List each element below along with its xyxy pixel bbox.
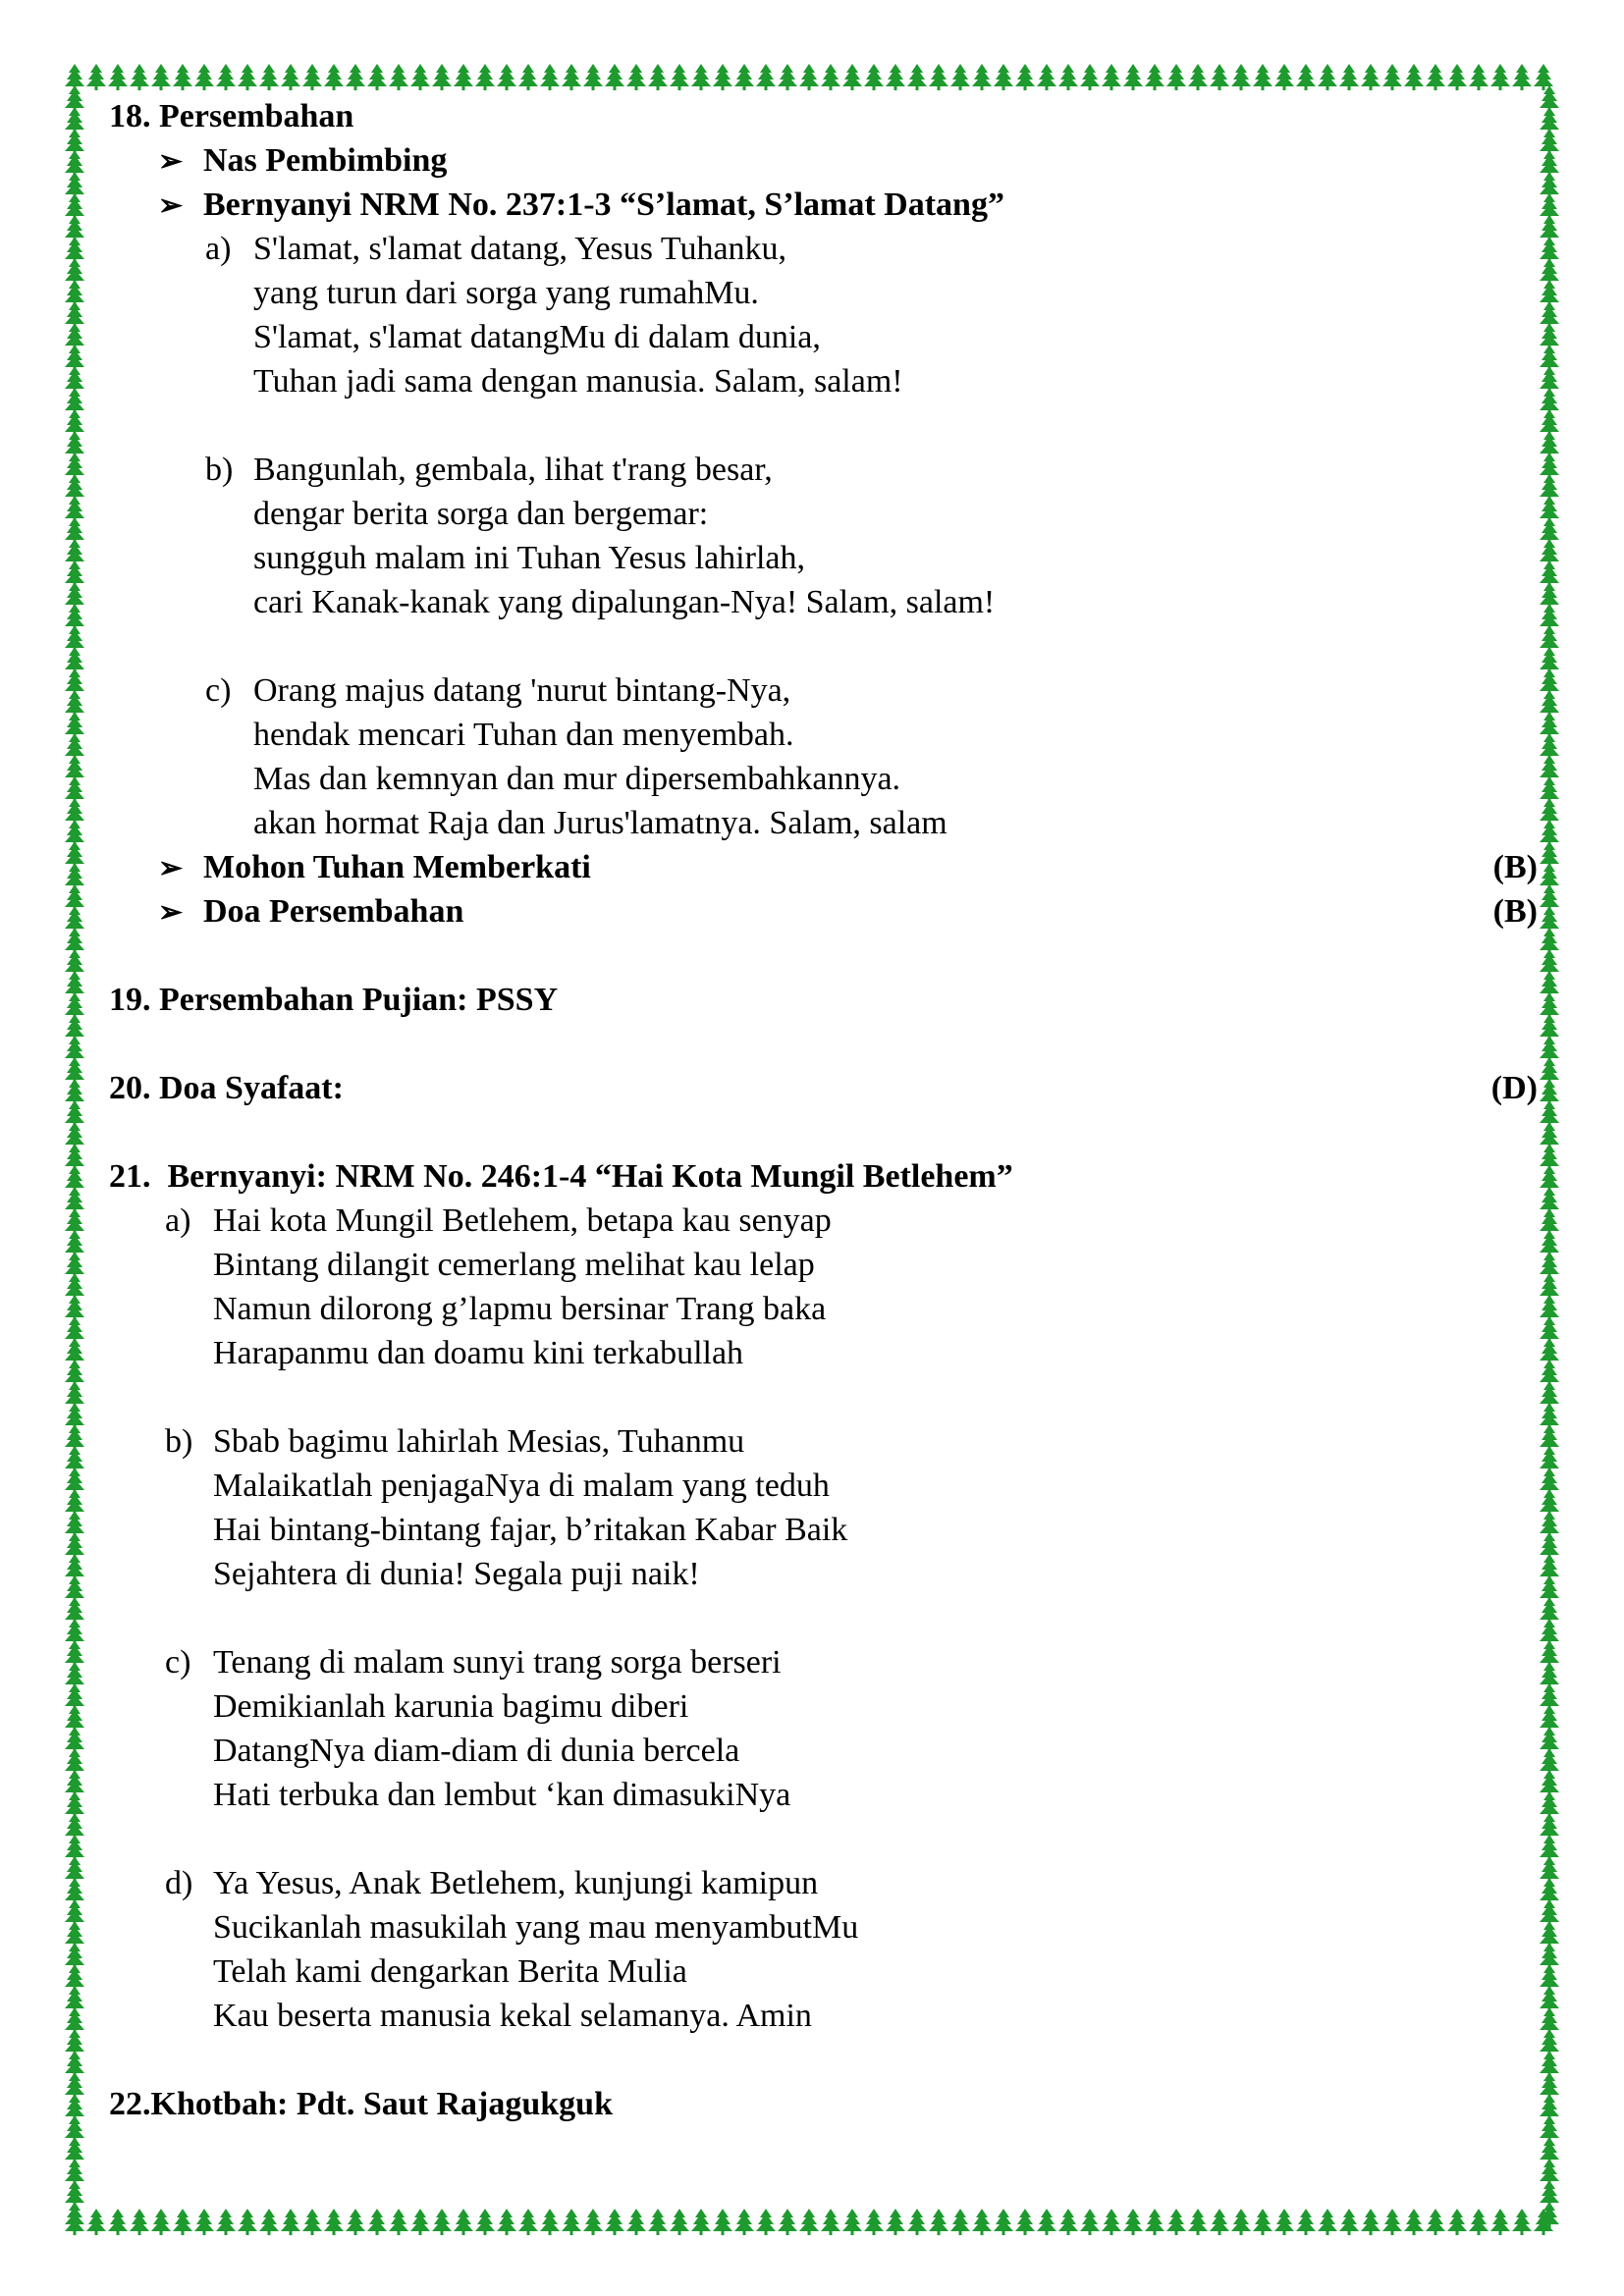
verse-line: Namun dilorong g’lapmu bersinar Trang baka bbox=[213, 1291, 827, 1327]
verse-line: b) Sbab bagimu lahirlah Mesias, Tuhanmu bbox=[165, 1423, 745, 1460]
tree-icon bbox=[1296, 64, 1316, 90]
tree-icon bbox=[259, 64, 279, 90]
tree-icon bbox=[864, 64, 884, 90]
tree-icon bbox=[821, 2209, 840, 2235]
verse-line: Malaikatlah penjagaNya di malam yang teduh bbox=[213, 1468, 830, 1504]
tree-icon bbox=[1123, 64, 1143, 90]
tree-icon bbox=[929, 64, 948, 90]
tree-icon bbox=[86, 2209, 106, 2235]
tree-icon bbox=[497, 2209, 516, 2235]
section-22-heading: 22.Khotbah: Pdt. Saut Rajagukguk bbox=[109, 2086, 613, 2122]
bullet-bernyanyi-237: ➢ Bernyanyi NRM No. 237:1-3 “S’lamat, S’lamat Datang” bbox=[109, 183, 1538, 227]
tree-icon bbox=[1447, 64, 1467, 90]
tree-icon bbox=[108, 2209, 128, 2235]
tree-icon bbox=[842, 64, 862, 90]
tree-icon bbox=[626, 2209, 646, 2235]
verse-line: Mas dan kemnyan dan mur dipersembahkannya. bbox=[253, 761, 901, 797]
verse-line: c) Orang majus datang 'nurut bintang-Nya, bbox=[205, 672, 791, 709]
tree-icon bbox=[864, 2209, 884, 2235]
tree-icon bbox=[1080, 2209, 1100, 2235]
tree-icon bbox=[691, 2209, 711, 2235]
verse-line: a) S'lamat, s'lamat datang, Yesus Tuhanku, bbox=[205, 231, 787, 267]
bullet-nas-pembimbing: ➢ Nas Pembimbing bbox=[109, 138, 1538, 183]
tree-icon bbox=[497, 64, 516, 90]
tree-icon bbox=[1382, 64, 1402, 90]
tree-icon bbox=[475, 2209, 495, 2235]
tree-icon bbox=[994, 2209, 1013, 2235]
tree-icon bbox=[1102, 2209, 1121, 2235]
section-18-heading bbox=[109, 94, 1538, 138]
tree-icon bbox=[1274, 2209, 1294, 2235]
tree-icon bbox=[65, 2202, 84, 2228]
tree-icon bbox=[1512, 64, 1532, 90]
tree-icon bbox=[173, 64, 192, 90]
tree-icon bbox=[605, 2209, 624, 2235]
tree-icon bbox=[886, 64, 905, 90]
verse-line: Demikianlah karunia bagimu diberi bbox=[213, 1688, 689, 1725]
tree-icon bbox=[1058, 2209, 1078, 2235]
tree-icon bbox=[367, 64, 387, 90]
tree-icon bbox=[670, 64, 689, 90]
tree-icon bbox=[1058, 64, 1078, 90]
arrow-bullet-icon: ➢ bbox=[158, 145, 184, 178]
tree-icon bbox=[1253, 2209, 1272, 2235]
tree-icon bbox=[1015, 64, 1035, 90]
tree-icon bbox=[1231, 64, 1251, 90]
tree-icon bbox=[151, 64, 171, 90]
tree-icon bbox=[151, 2209, 171, 2235]
tree-icon bbox=[1426, 64, 1445, 90]
tree-icon bbox=[670, 2209, 689, 2235]
verse-line: Hai bintang-bintang fajar, b’ritakan Kabar Baik bbox=[213, 1512, 848, 1548]
tree-icon bbox=[734, 64, 754, 90]
tree-icon bbox=[130, 2209, 149, 2235]
tree-icon bbox=[1318, 64, 1337, 90]
tree-icon bbox=[367, 2209, 387, 2235]
section-21-heading: 21. Bernyanyi: NRM No. 246:1-4 “Hai Kota Mungil Betlehem” bbox=[109, 1158, 1013, 1195]
tree-icon bbox=[1361, 64, 1380, 90]
tree-icon bbox=[648, 2209, 668, 2235]
tree-icon bbox=[86, 64, 106, 90]
verse-line: yang turun dari sorga yang rumahMu. bbox=[253, 275, 759, 311]
tree-icon bbox=[108, 64, 128, 90]
tree-icon bbox=[238, 2209, 257, 2235]
tree-icon bbox=[216, 2209, 236, 2235]
tree-icon bbox=[583, 2209, 603, 2235]
arrow-bullet-icon: ➢ bbox=[158, 189, 184, 222]
tree-icon bbox=[1361, 2209, 1380, 2235]
tree-icon bbox=[1447, 2209, 1467, 2235]
tree-icon bbox=[194, 2209, 214, 2235]
verse-line: sungguh malam ini Tuhan Yesus lahirlah, bbox=[253, 540, 805, 576]
tree-icon bbox=[1123, 2209, 1143, 2235]
tree-icon bbox=[1188, 64, 1208, 90]
tree-icon bbox=[950, 2209, 970, 2235]
tree-icon bbox=[1339, 64, 1359, 90]
tree-icon bbox=[1382, 2209, 1402, 2235]
tree-icon bbox=[1296, 2209, 1316, 2235]
tree-icon bbox=[626, 64, 646, 90]
tree-icon bbox=[1469, 2209, 1489, 2235]
tree-icon bbox=[756, 2209, 776, 2235]
verse-line: b) Bangunlah, gembala, lihat t'rang besar, bbox=[205, 452, 773, 488]
tree-icon bbox=[410, 2209, 430, 2235]
tree-icon bbox=[324, 2209, 344, 2235]
tree-icon bbox=[389, 64, 408, 90]
tree-icon bbox=[1469, 64, 1489, 90]
verse-line: S'lamat, s'lamat datangMu di dalam dunia, bbox=[253, 319, 821, 355]
tree-icon bbox=[238, 64, 257, 90]
verse-line: cari Kanak-kanak yang dipalungan-Nya! Salam, salam! bbox=[253, 584, 996, 620]
verse-line: c) Tenang di malam sunyi trang sorga berseri bbox=[165, 1644, 782, 1681]
verse-line: Telah kami dengarkan Berita Mulia bbox=[213, 1953, 687, 1990]
tree-icon bbox=[583, 64, 603, 90]
tree-icon bbox=[778, 64, 797, 90]
tree-icon bbox=[972, 64, 992, 90]
tree-icon bbox=[929, 2209, 948, 2235]
role-mark: (D) bbox=[1490, 1070, 1538, 1106]
tree-icon bbox=[1490, 2209, 1510, 2235]
tree-icon bbox=[691, 64, 711, 90]
verse-line: hendak mencari Tuhan dan menyembah. bbox=[253, 717, 794, 753]
tree-icon bbox=[1102, 64, 1121, 90]
section-18-title: 18. Persembahan bbox=[109, 98, 354, 134]
tree-icon bbox=[1253, 64, 1272, 90]
verse-line: Kau beserta manusia kekal selamanya. Amin bbox=[213, 1998, 812, 2034]
arrow-bullet-icon: ➢ bbox=[158, 896, 184, 929]
tree-icon bbox=[1318, 2209, 1337, 2235]
verse-line: Tuhan jadi sama dengan manusia. Salam, salam! bbox=[253, 363, 903, 400]
verse-line: DatangNya diam-diam di dunia bercela bbox=[213, 1733, 740, 1769]
tree-icon bbox=[432, 2209, 452, 2235]
tree-icon bbox=[410, 64, 430, 90]
order-of-service bbox=[109, 94, 1538, 2126]
tree-icon bbox=[950, 64, 970, 90]
tree-icon bbox=[1166, 64, 1186, 90]
tree-icon bbox=[778, 2209, 797, 2235]
section-19-heading: 19. Persembahan Pujian: PSSY bbox=[109, 982, 559, 1018]
tree-icon bbox=[389, 2209, 408, 2235]
tree-icon bbox=[1210, 2209, 1229, 2235]
tree-icon bbox=[1166, 2209, 1186, 2235]
tree-icon bbox=[346, 64, 365, 90]
tree-icon bbox=[540, 2209, 560, 2235]
arrow-bullet-icon: ➢ bbox=[158, 852, 184, 884]
tree-icon bbox=[1426, 2209, 1445, 2235]
tree-icon bbox=[907, 2209, 927, 2235]
tree-icon bbox=[1037, 2209, 1056, 2235]
tree-icon bbox=[1534, 64, 1553, 90]
verse-line: d) Ya Yesus, Anak Betlehem, kunjungi kamipun bbox=[165, 1865, 819, 1901]
tree-icon bbox=[216, 64, 236, 90]
role-mark: (B) bbox=[1492, 849, 1538, 885]
tree-icon bbox=[130, 64, 149, 90]
tree-icon bbox=[173, 2209, 192, 2235]
tree-icon bbox=[713, 64, 732, 90]
tree-icon bbox=[518, 64, 538, 90]
tree-icon bbox=[734, 2209, 754, 2235]
tree-icon bbox=[281, 2209, 300, 2235]
verse-line: Sucikanlah masukilah yang mau menyambutMu bbox=[213, 1909, 859, 1946]
tree-icon bbox=[1274, 64, 1294, 90]
tree-icon bbox=[194, 64, 214, 90]
tree-icon bbox=[1210, 64, 1229, 90]
tree-icon bbox=[1015, 2209, 1035, 2235]
tree-icon bbox=[1037, 64, 1056, 90]
tree-icon bbox=[518, 2209, 538, 2235]
tree-icon bbox=[907, 64, 927, 90]
tree-icon bbox=[302, 2209, 322, 2235]
tree-icon bbox=[799, 64, 819, 90]
verse-line: Sejahtera di dunia! Segala puji naik! bbox=[213, 1556, 700, 1592]
tree-icon bbox=[648, 64, 668, 90]
tree-icon bbox=[994, 64, 1013, 90]
bullet-mohon-tuhan-memberkati: ➢ Mohon Tuhan Memberkati (B) bbox=[109, 845, 1538, 889]
verse-line: dengar berita sorga dan bergemar: bbox=[253, 496, 709, 532]
tree-icon bbox=[259, 2209, 279, 2235]
tree-icon bbox=[562, 64, 581, 90]
tree-icon bbox=[972, 2209, 992, 2235]
tree-icon bbox=[475, 64, 495, 90]
tree-icon bbox=[1145, 2209, 1164, 2235]
tree-icon bbox=[302, 64, 322, 90]
tree-icon bbox=[821, 64, 840, 90]
verse-line: Harapanmu dan doamu kini terkabullah bbox=[213, 1335, 744, 1371]
tree-icon bbox=[1404, 2209, 1424, 2235]
tree-icon bbox=[1339, 2209, 1359, 2235]
role-mark: (B) bbox=[1492, 893, 1538, 930]
tree-icon bbox=[605, 64, 624, 90]
tree-icon bbox=[281, 64, 300, 90]
tree-icon bbox=[454, 2209, 473, 2235]
verse-line: Bintang dilangit cemerlang melihat kau lelap bbox=[213, 1247, 815, 1283]
tree-icon bbox=[1188, 2209, 1208, 2235]
tree-icon bbox=[1231, 2209, 1251, 2235]
verse-line: Hati terbuka dan lembut ‘kan dimasukiNya bbox=[213, 1777, 791, 1813]
section-20-heading: 20. Doa Syafaat: (D) bbox=[109, 1066, 1538, 1110]
tree-icon bbox=[562, 2209, 581, 2235]
tree-icon bbox=[842, 2209, 862, 2235]
tree-icon bbox=[1404, 64, 1424, 90]
tree-icon bbox=[799, 2209, 819, 2235]
tree-icon bbox=[1512, 2209, 1532, 2235]
tree-icon bbox=[324, 64, 344, 90]
tree-icon bbox=[454, 64, 473, 90]
tree-icon bbox=[1080, 64, 1100, 90]
verse-line: akan hormat Raja dan Jurus'lamatnya. Salam, salam bbox=[253, 805, 947, 841]
verse-line: a) Hai kota Mungil Betlehem, betapa kau senyap bbox=[165, 1202, 832, 1239]
tree-icon bbox=[713, 2209, 732, 2235]
tree-icon bbox=[432, 64, 452, 90]
tree-icon bbox=[886, 2209, 905, 2235]
tree-icon bbox=[540, 64, 560, 90]
tree-icon bbox=[1145, 64, 1164, 90]
tree-icon bbox=[1490, 64, 1510, 90]
tree-icon bbox=[756, 64, 776, 90]
tree-icon bbox=[346, 2209, 365, 2235]
bullet-doa-persembahan: ➢ Doa Persembahan (B) bbox=[109, 889, 1538, 934]
